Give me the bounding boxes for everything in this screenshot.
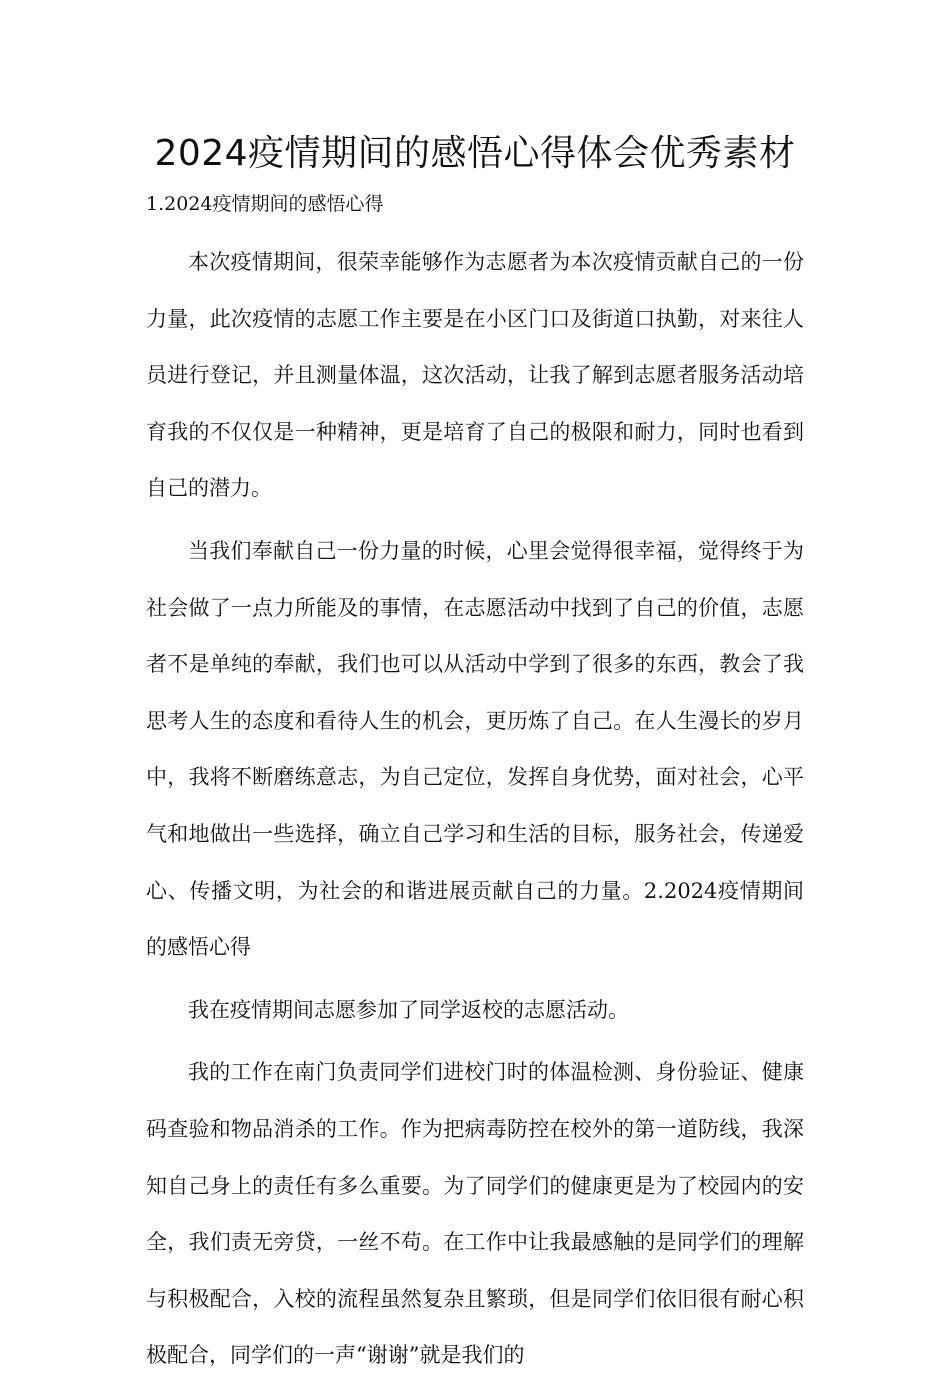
paragraph: 本次疫情期间，很荣幸能够作为志愿者为本次疫情贡献自己的一份力量，此次疫情的志愿工作主要是在小区门口及街道口执勤，对来往人员进行登记，并且测量体温，这次活动，让我了解到志愿者服务活动培育我的不仅仅是一种精神，更是培育了自己的极限和耐力，同时也看到自己的潜力。 [146, 250, 804, 501]
paragraph: 我的工作在南门负责同学们进校门时的体温检测、身份验证、健康码查验和物品消杀的工作。作为把病毒防控在校外的第一道防线，我深知自己身上的责任有多么重要。为了同学们的健康更是为了校园内的安全，我们责无旁贷，一丝不苟。在工作中让我最感触的是同学们的理解与积极配合，入校的流程虽然复杂且繁琐，但是同学们依旧很有耐心积极配合，同学们的一声“谢谢”就是我们的 [146, 1060, 804, 1368]
document-title: 2024疫情期间的感悟心得体会优秀素材 [154, 133, 796, 174]
paragraph: 我在疫情期间志愿参加了同学返校的志愿活动。 [188, 997, 629, 1022]
section-heading: 1.2024疫情期间的感悟心得 [146, 193, 384, 215]
paragraph: 当我们奉献自己一份力量的时候，心里会觉得很幸福，觉得终于为社会做了一点力所能及的事情，在志愿活动中找到了自己的价值，志愿者不是单纯的奉献，我们也可以从活动中学到了很多的东西，教会了我思考人生的态度和看待人生的机会，更历炼了自己。在人生漫长的岁月中，我将不断磨练意志，为自己定位，发挥自身优势，面对社会，心平气和地做出一些选择，确立自己学习和生活的目标，服务社会，传递爱心、传播文明，为社会的和谐进展贡献自己的力量。2.2024疫情期间的感悟心得 [146, 538, 804, 960]
